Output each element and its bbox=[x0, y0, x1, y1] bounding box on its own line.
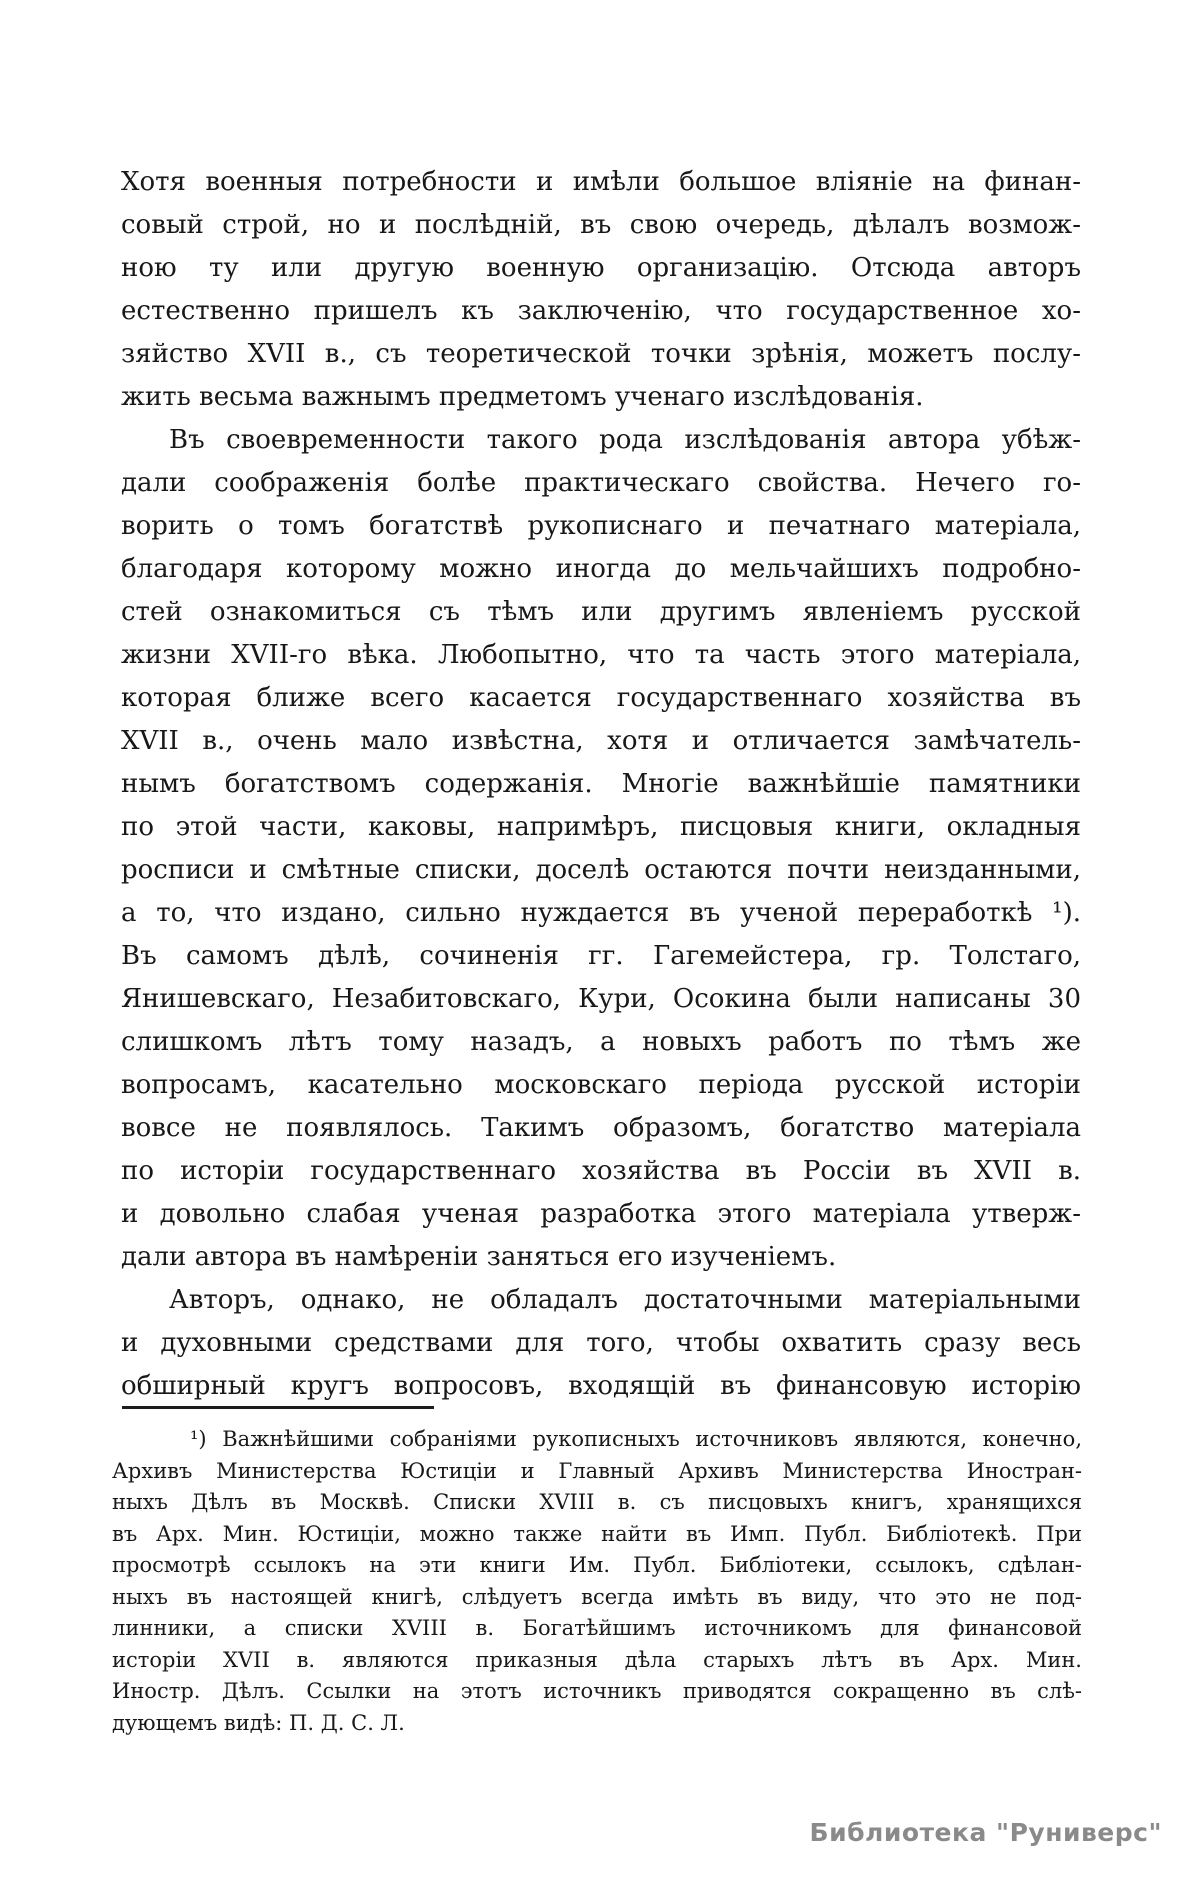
footnote-line: исторіи XVII в. являются приказныя дѣла старыхъ лѣтъ въ Арх. Мин. bbox=[112, 1647, 1082, 1672]
body-text-line: Янишевскаго, Незабитовскаго, Кури, Осокина были написаны 30 bbox=[121, 984, 1081, 1014]
body-text-line: совый строй, но и послѣдній, въ свою очередь, дѣлалъ возмож- bbox=[121, 210, 1081, 240]
footnote-line: ¹) Важнѣйшими собраніями рукописныхъ источниковъ являются, конечно, bbox=[190, 1427, 1082, 1451]
body-text-line: дали соображенія болѣе практическаго свойства. Нечего го- bbox=[121, 468, 1081, 498]
body-text-line: слишкомъ лѣтъ тому назадъ, а новыхъ работъ по тѣмъ же bbox=[121, 1027, 1081, 1057]
footnote-line: Архивъ Министерства Юстиціи и Главный Архивъ Министерства Иностран- bbox=[112, 1458, 1082, 1483]
body-text-line: стей ознакомиться съ тѣмъ или другимъ явленіемъ русской bbox=[121, 597, 1081, 627]
library-watermark: Библиотека "Руниверс" bbox=[809, 1818, 1162, 1847]
body-text-line: по исторіи государственнаго хозяйства въ Россіи въ XVII в. bbox=[121, 1156, 1081, 1186]
body-text-line: нымъ богатствомъ содержанія. Многіе важнѣйшіе памятники bbox=[121, 769, 1081, 799]
body-text-line: ворить о томъ богатствѣ рукописнаго и печатнаго матеріала, bbox=[121, 511, 1081, 541]
body-text bbox=[121, 161, 1081, 1408]
body-text-line: естественно пришелъ къ заключенію, что государственное хо- bbox=[121, 296, 1081, 326]
body-text-line: ною ту или другую военную организацію. Отсюда авторъ bbox=[121, 253, 1081, 283]
body-text-line: жизни XVII-го вѣка. Любопытно, что та часть этого матеріала, bbox=[121, 640, 1081, 670]
body-text-line: Въ своевременности такого рода изслѣдованія автора убѣж- bbox=[169, 425, 1081, 455]
body-text-line: вопросамъ, касательно московскаго періода русской исторіи bbox=[121, 1070, 1081, 1100]
footnote-line: въ Арх. Мин. Юстиціи, можно также найти въ Имп. Публ. Библіотекѣ. При bbox=[112, 1521, 1082, 1546]
body-text-line: росписи и смѣтные списки, доселѣ остаются почти неизданными, bbox=[121, 855, 1081, 885]
body-text-line: которая ближе всего касается государственнаго хозяйства въ bbox=[121, 683, 1081, 713]
body-text-line: и довольно слабая ученая разработка этого матеріала утверж- bbox=[121, 1199, 1081, 1229]
footnote bbox=[112, 1424, 1082, 1739]
footnote-line: дующемъ видѣ: П. Д. С. Л. bbox=[112, 1710, 405, 1735]
body-text-line: вовсе не появлялось. Такимъ образомъ, богатство матеріала bbox=[121, 1113, 1081, 1143]
body-text-line: по этой части, каковы, напримѣръ, писцовыя книги, окладныя bbox=[121, 812, 1081, 842]
body-text-line: а то, что издано, сильно нуждается въ ученой переработкѣ ¹). bbox=[121, 898, 1081, 928]
footnote-line: Иностр. Дѣлъ. Ссылки на этотъ источникъ приводятся сокращенно въ слѣ- bbox=[112, 1679, 1082, 1703]
body-text-line: Въ самомъ дѣлѣ, сочиненія гг. Гагемейстера, гр. Толстаго, bbox=[121, 941, 1081, 971]
body-text-line: дали автора въ намѣреніи заняться его изученіемъ. bbox=[121, 1242, 837, 1272]
body-text-line: обширный кругъ вопросовъ, входящій въ финансовую исторію bbox=[121, 1371, 1081, 1401]
body-text-line: благодаря которому можно иногда до мельчайшихъ подробно- bbox=[121, 554, 1081, 584]
footnote-line: ныхъ въ настоящей книгѣ, слѣдуетъ всегда имѣть въ виду, что это не под- bbox=[112, 1584, 1082, 1609]
footnote-line: линники, а списки XVIII в. Богатѣйшимъ источникомъ для финансовой bbox=[112, 1616, 1082, 1640]
body-text-line: Хотя военныя потребности и имѣли большое вліяніе на финан- bbox=[121, 167, 1081, 197]
body-text-line: и духовными средствами для того, чтобы охватить сразу весь bbox=[121, 1328, 1081, 1358]
footnote-separator bbox=[122, 1406, 434, 1409]
body-text-line: зяйство XVII в., съ теоретической точки зрѣнія, можетъ послу- bbox=[121, 339, 1081, 369]
footnote-line: просмотрѣ ссылокъ на эти книги Им. Публ. Библіотеки, ссылокъ, сдѣлан- bbox=[112, 1553, 1082, 1577]
body-text-line: XVII в., очень мало извѣстна, хотя и отличается замѣчатель- bbox=[121, 726, 1081, 756]
footnote-line: ныхъ Дѣлъ въ Москвѣ. Списки XVIII в. съ писцовыхъ книгъ, хранящихся bbox=[112, 1490, 1082, 1514]
body-text-line: Авторъ, однако, не обладалъ достаточными матеріальными bbox=[169, 1285, 1081, 1315]
body-text-line: жить весьма важнымъ предметомъ ученаго изслѣдованія. bbox=[121, 382, 924, 412]
